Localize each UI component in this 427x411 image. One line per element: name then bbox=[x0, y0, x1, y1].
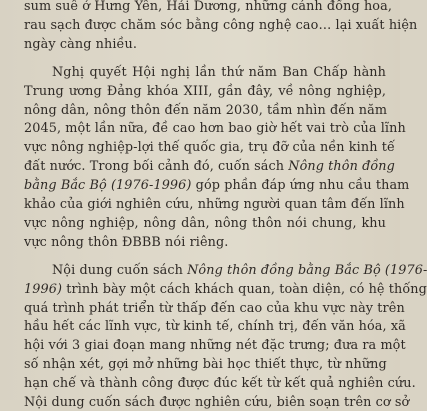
book-title-italic: bằng Bắc Bộ (1976-1996) bbox=[24, 178, 192, 193]
text-line bbox=[24, 282, 427, 298]
text-line bbox=[24, 235, 386, 251]
text-segment: số nhận xét, gợi mở những bài học thiết thực, từ những bbox=[24, 357, 387, 372]
text-line bbox=[24, 395, 410, 411]
text-segment: hạn chế và thành công được đúc kết từ kết quả nghiên cứu. bbox=[24, 376, 416, 391]
text-segment: hầu hết các lĩnh vực, từ kinh tế, chính trị, đến văn hóa, xã bbox=[24, 319, 406, 334]
text-segment: đất nước. Trong bối cảnh đó, cuốn sách bbox=[24, 159, 289, 174]
text-segment: quá trình phát triển từ thấp đến cao của khu vực này trên bbox=[24, 301, 405, 316]
paragraph-first-line bbox=[52, 65, 386, 81]
text-line bbox=[24, 159, 395, 175]
book-title-italic: 1996) bbox=[24, 282, 63, 297]
text-line bbox=[24, 84, 386, 100]
text-line bbox=[24, 103, 386, 119]
text-segment: hội với 3 giai đoạn mang những nét đặc trưng; đưa ra một bbox=[24, 338, 406, 353]
text-line bbox=[24, 178, 410, 194]
text-segment: Trung ương Đảng khóa XIII, gần đây, về nông nghiệp, bbox=[24, 84, 386, 99]
text-segment: góp phần đáp ứng nhu cầu tham bbox=[191, 178, 410, 193]
text-line bbox=[24, 0, 392, 15]
text-line bbox=[24, 338, 406, 354]
text-segment: 2045, một lần nữa, đề cao hơn bao giờ hết vai trò của lĩnh bbox=[24, 121, 406, 136]
text-line bbox=[24, 376, 416, 392]
text-segment: rau sạch được chăm sóc bằng công nghệ cao… lại xuất hiện bbox=[24, 18, 418, 33]
paragraph-first-line bbox=[52, 263, 427, 279]
text-line bbox=[24, 140, 395, 156]
text-line bbox=[24, 319, 406, 335]
text-segment: ngày càng nhiều. bbox=[24, 37, 138, 52]
text-segment: vực nông nghiệp-lợi thế quốc gia, trụ đỡ của nền kinh tế bbox=[24, 140, 395, 155]
text-line bbox=[24, 357, 386, 373]
text-segment: Nội dung cuốn sách được nghiên cứu, biên soạn trên cơ sở bbox=[24, 395, 410, 410]
text-segment: trình bày một cách khách quan, toàn diện, có hệ thống bbox=[62, 282, 427, 297]
book-title-italic: Nông thôn đồng bằng Bắc Bộ (1976- bbox=[187, 263, 427, 278]
text-segment: khảo của giới nghiên cứu, những người quan tâm đến lĩnh bbox=[24, 197, 405, 212]
text-line bbox=[24, 37, 386, 53]
text-segment: Nghị quyết Hội nghị lần thứ năm Ban Chấp hành bbox=[52, 65, 386, 80]
text-line bbox=[24, 18, 418, 34]
text-segment: sum suê ở Hưng Yên, Hải Dương, những cánh đồng hoa, bbox=[24, 0, 392, 14]
text-line bbox=[24, 121, 406, 137]
text-segment: nông dân, nông thôn đến năm 2030, tầm nhìn đến năm bbox=[24, 103, 388, 118]
text-segment: vực nông nghiệp, nông dân, nông thôn nói chung, khu bbox=[24, 216, 386, 231]
text-segment: Nội dung cuốn sách bbox=[52, 263, 188, 278]
book-title-italic: Nông thôn đồng bbox=[288, 159, 395, 174]
text-line bbox=[24, 301, 405, 317]
text-line bbox=[24, 216, 386, 232]
text-line bbox=[24, 197, 405, 213]
text-segment: vực nông thôn ĐBBB nói riêng. bbox=[24, 235, 229, 250]
